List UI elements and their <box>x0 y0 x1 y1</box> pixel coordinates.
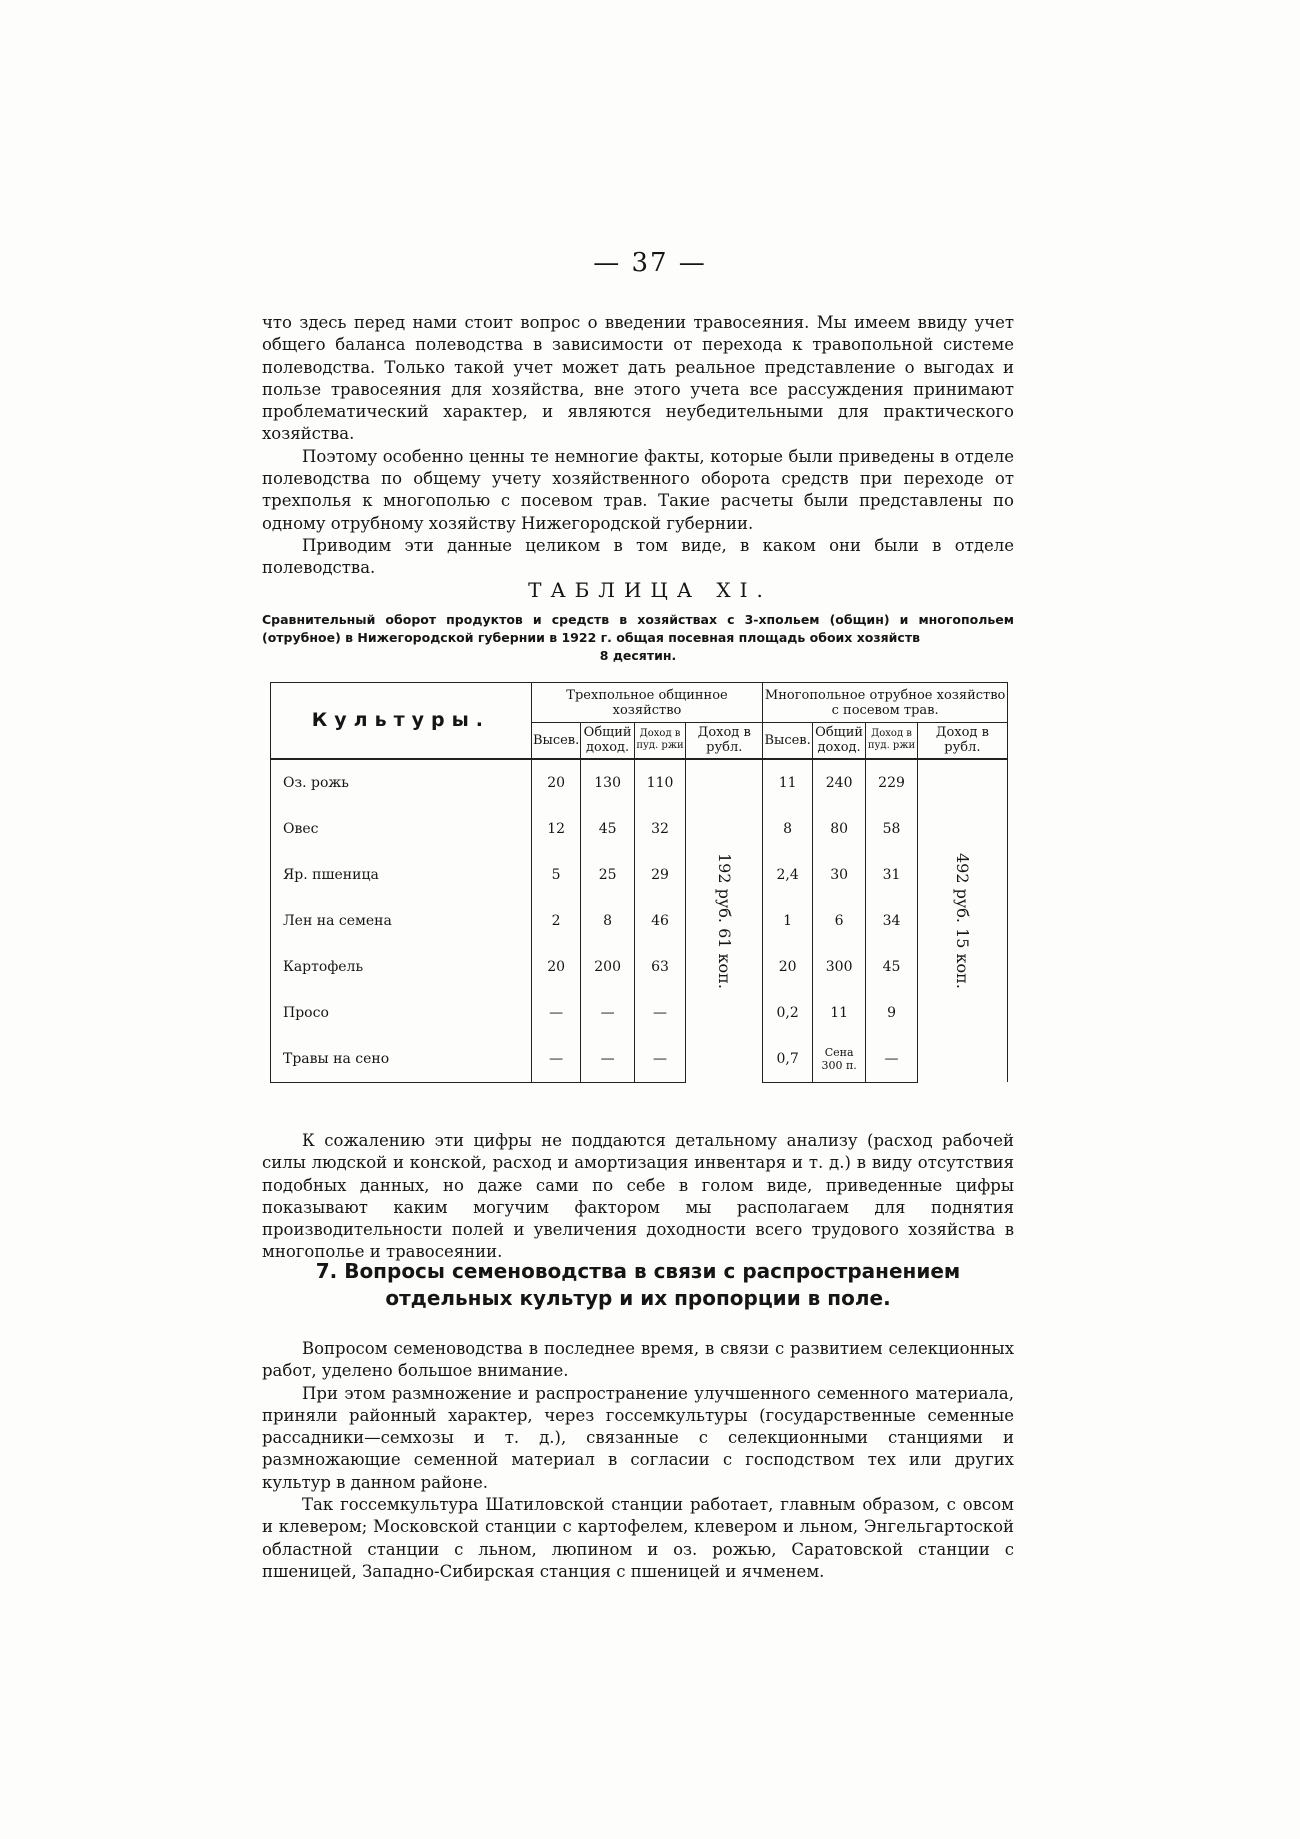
culture-name: Травы на сено <box>271 1036 532 1083</box>
header-income-rub: Доход в рубл. <box>686 723 763 759</box>
header-sown: Высев. <box>763 723 813 759</box>
cell-m-sown: 8 <box>763 806 813 852</box>
culture-name: Овес <box>271 806 532 852</box>
cell-m-sown: 20 <box>763 944 813 990</box>
cell-t-sown: 20 <box>531 944 581 990</box>
cell-t-rye: 32 <box>634 806 685 852</box>
cell-m-total: Сена 300 п. <box>812 1036 865 1083</box>
paragraph: При этом размножение и распространение улучшенного семенного материала, приняли районный характер, через госсемкультуры (государственные семенные рассадники—семхозы и т. д.), связанные с селекционными станциями и размножающие семенной материал в согласии с господством тех или других культур в данном районе. <box>262 1383 1014 1492</box>
cell-t-sown: 2 <box>531 898 581 944</box>
cell-t-rye: 29 <box>634 852 685 898</box>
table-row <box>271 852 1008 898</box>
cell-t-sown: — <box>531 1036 581 1083</box>
cell-t-rye: — <box>634 1036 685 1083</box>
total-mnogopole: 492 руб. 15 коп. <box>952 852 972 989</box>
cell-m-sown: 11 <box>763 759 813 806</box>
cell-m-total: 6 <box>812 898 865 944</box>
cell-m-rye: 31 <box>866 852 917 898</box>
paragraph: Вопросом семеноводства в последнее время, в связи с развитием селекционных работ, уделено большое внимание. <box>262 1339 1014 1381</box>
cell-t-rye: 46 <box>634 898 685 944</box>
cell-t-total: — <box>581 990 634 1036</box>
cell-m-total: 300 <box>812 944 865 990</box>
cell-m-rye: 229 <box>866 759 917 806</box>
culture-name: Лен на семена <box>271 898 532 944</box>
cell-m-total: 80 <box>812 806 865 852</box>
table-caption <box>262 611 1014 665</box>
cell-t-rye: — <box>634 990 685 1036</box>
header-income-rub: Доход в рубл. <box>917 723 1007 759</box>
header-sown: Высев. <box>531 723 581 759</box>
cell-m-rye: 58 <box>866 806 917 852</box>
cell-m-sown: 0,2 <box>763 990 813 1036</box>
cell-t-sown: 5 <box>531 852 581 898</box>
paragraph: Так госсемкультура Шатиловской станции работает, главным образом, с овсом и клевером; Московской станции с картофелем, клевером и льном, Энгельгартоской областной станции с льном, люпином и оз. рожью, Саратовской станции с пшеницей, Западно-Сибирская станция с пшеницей и ячменем. <box>262 1495 1014 1581</box>
paragraph: Приводим эти данные целиком в том виде, в каком они были в отделе полеводства. <box>262 535 1014 578</box>
cell-t-total: 200 <box>581 944 634 990</box>
table-title: ТАБЛИЦА XI. <box>528 578 772 602</box>
data-table <box>270 682 1008 1083</box>
table-row <box>271 944 1008 990</box>
header-total: Общий доход. <box>581 723 634 759</box>
cell-t-sown: 20 <box>531 759 581 806</box>
cell-t-rye: 110 <box>634 759 685 806</box>
header-income-rye: Доход в пуд. ржи <box>866 723 917 759</box>
cell-m-sown: 1 <box>763 898 813 944</box>
culture-name: Яр. пшеница <box>271 852 532 898</box>
table-caption-tail: 8 десятин. <box>599 648 677 663</box>
table-row <box>271 759 1008 806</box>
cell-t-total: — <box>581 1036 634 1083</box>
section-text <box>262 1338 1014 1583</box>
table-row <box>271 806 1008 852</box>
cell-t-rye: 63 <box>634 944 685 990</box>
total-trehpole: 192 руб. 61 коп. <box>714 852 734 989</box>
cell-m-sown: 0,7 <box>763 1036 813 1083</box>
cell-t-sown: 12 <box>531 806 581 852</box>
table-row <box>271 898 1008 944</box>
header-total: Общий доход. <box>812 723 865 759</box>
cell-m-total: 11 <box>812 990 865 1036</box>
header-income-rye: Доход в пуд. ржи <box>634 723 685 759</box>
table-row <box>271 990 1008 1036</box>
cell-m-rye: 45 <box>866 944 917 990</box>
after-table-paragraph <box>262 1130 1014 1264</box>
header-culture: Культуры. <box>271 683 532 759</box>
cell-m-total: 240 <box>812 759 865 806</box>
cell-m-total: 30 <box>812 852 865 898</box>
cell-t-sown: — <box>531 990 581 1036</box>
cell-m-rye: 9 <box>866 990 917 1036</box>
cell-t-total: 8 <box>581 898 634 944</box>
paragraph: К сожалению эти цифры не поддаются детальному анализу (расход рабочей силы людской и конской, расход и амортизация инвентаря и т. д.) в виду отсутствия подобных данных, но даже сами по себе в голом виде, приведенные цифры показывают каким могучим фактором мы располагаем для поднятия производительности полей и увеличения доходности всего трудового хозяйства в многополье и травосеянии. <box>262 1131 1014 1262</box>
cell-t-total: 130 <box>581 759 634 806</box>
header-trehpole: Трехпольное общинное хозяйство <box>531 683 763 723</box>
culture-name: Картофель <box>271 944 532 990</box>
cell-t-total: 25 <box>581 852 634 898</box>
culture-name: Просо <box>271 990 532 1036</box>
cell-m-sown: 2,4 <box>763 852 813 898</box>
paragraph: что здесь перед нами стоит вопрос о введении травосеяния. Мы имеем ввиду учет общего баланса полеводства в зависимости от перехода к травопольной системе полеводства. Только такой учет может дать реальное представление о выгодах и пользе травосеяния для хозяйства, вне этого учета все рассуждения принимают проблематический характер, и являются неубедительными для практического хозяйства. <box>262 313 1014 444</box>
cell-t-total: 45 <box>581 806 634 852</box>
header-mnogopole: Многопольное отрубное хозяйство с посевом трав. <box>763 683 1008 723</box>
section-title: 7. Вопросы семеноводства в связи с распространением отдельных культур и их пропорции в поле. <box>315 1259 961 1310</box>
table-caption-text: Сравнительный оборот продуктов и средств в хозяйствах с 3-хпольем (общин) и многопольем (отрубное) в Нижегородской губернии в 1922 г. общая посевная площадь обоих хозяйств <box>262 612 1014 645</box>
intro-text <box>262 312 1014 580</box>
culture-name: Оз. рожь <box>271 759 532 806</box>
cell-m-rye: 34 <box>866 898 917 944</box>
paragraph: Поэтому особенно ценны те немногие факты, которые были приведены в отделе полеводства по общему учету хозяйственного оборота средств при переходе от трехполья к многополью с посевом трав. Такие расчеты были представлены по одному отрубному хозяйству Нижегородской губернии. <box>262 446 1014 533</box>
total-mnogopole-cell <box>917 759 1007 1083</box>
total-trehpole-cell <box>686 759 763 1083</box>
table-row <box>271 1036 1008 1083</box>
page-number: — 37 — <box>593 248 707 278</box>
cell-m-rye: — <box>866 1036 917 1083</box>
